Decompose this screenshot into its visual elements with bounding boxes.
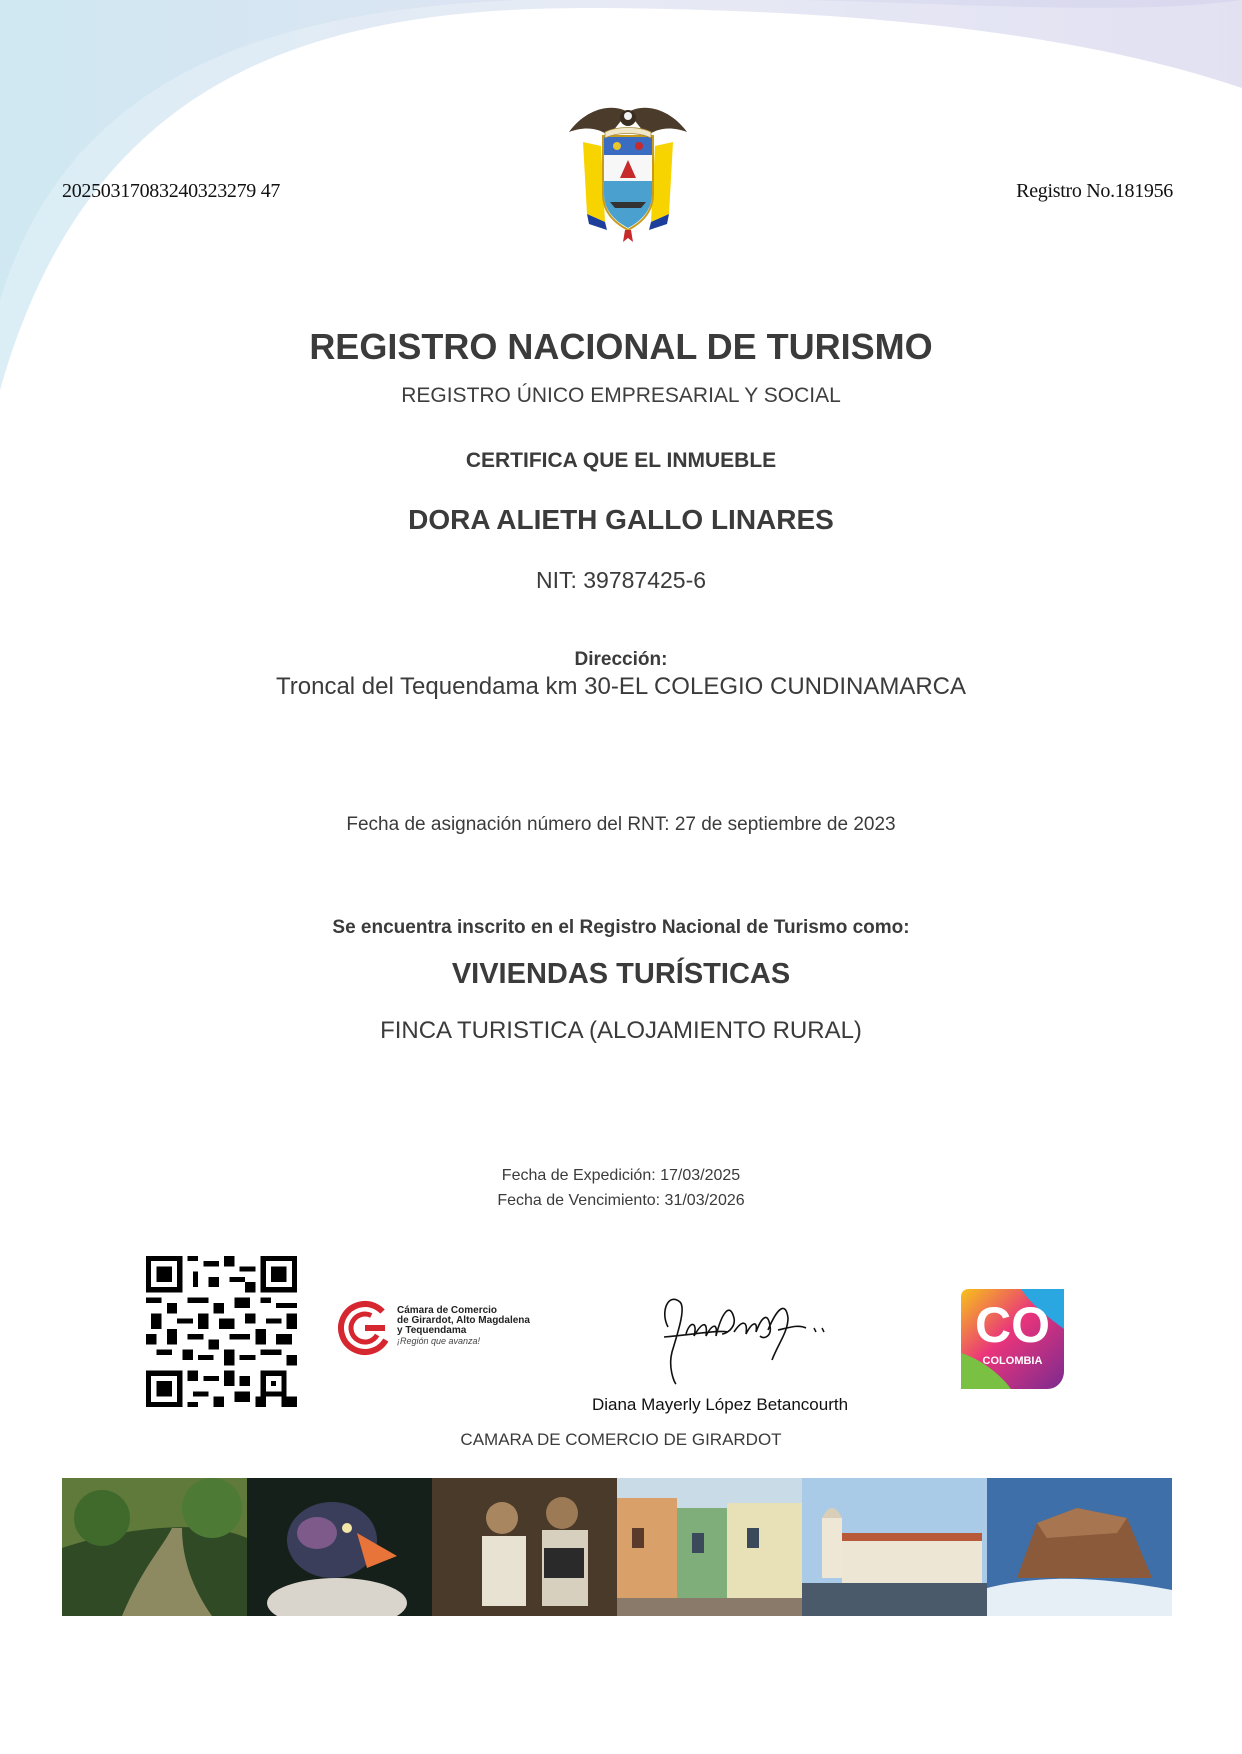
nit-number: NIT: 39787425-6 <box>535 567 707 593</box>
camara-logo-tagline: ¡Región que avanza! <box>397 1336 481 1346</box>
camara-logo-line2: de Girardot, Alto Magdalena <box>397 1315 530 1326</box>
tourism-subcategory: FINCA TURISTICA (ALOJAMIENTO RURAL) <box>380 1017 862 1044</box>
co-logo-small-text: COLOMBIA <box>982 1355 1043 1367</box>
camara-comercio-logo <box>337 1298 567 1358</box>
signer-name: Diana Mayerly López Betancourth <box>591 1395 849 1414</box>
photo-condor-bird <box>247 1478 432 1616</box>
tourism-photo-strip <box>62 1478 1172 1616</box>
tourism-category: VIVIENDAS TURÍSTICAS <box>451 958 791 990</box>
certificate-subtitle: REGISTRO ÚNICO EMPRESARIAL Y SOCIAL <box>401 384 841 407</box>
colombia-brand-logo <box>961 1289 1064 1389</box>
qr-code-icon[interactable] <box>146 1256 297 1407</box>
owner-name: DORA ALIETH GALLO LINARES <box>408 504 834 535</box>
inscrito-statement: Se encuentra inscrito en el Registro Nacional de Turismo como: <box>332 917 910 938</box>
expedition-date: Fecha de Expedición: 17/03/2025 <box>501 1167 741 1184</box>
photo-colonial-church <box>802 1478 987 1616</box>
direccion-value: Troncal del Tequendama km 30-EL COLEGIO CUNDINAMARCA <box>275 673 967 700</box>
certifica-heading: CERTIFICA QUE EL INMUEBLE <box>465 449 777 472</box>
colombia-coat-of-arms-icon <box>565 102 691 242</box>
camara-logo-line1: Cámara de Comercio <box>397 1305 498 1316</box>
camara-comercio-logo-icon <box>337 1300 393 1356</box>
rnt-assignment-date: Fecha de asignación número del RNT: 27 de septiembre de 2023 <box>346 814 896 835</box>
photo-rock-formation <box>987 1478 1172 1616</box>
issuing-organization: CAMARA DE COMERCIO DE GIRARDOT <box>460 1430 782 1449</box>
certificate-title: REGISTRO NACIONAL DE TURISMO <box>309 326 933 367</box>
photo-jungle-path <box>62 1478 247 1616</box>
camara-logo-line3: y Tequendama <box>397 1325 467 1336</box>
certificate-serial-number: 20250317083240323279 47 <box>62 180 281 202</box>
handwritten-signature <box>638 1272 838 1392</box>
registro-number: Registro No.181956 <box>1016 180 1173 202</box>
co-logo-big-text: CO <box>975 1297 1050 1353</box>
photo-accordion-musicians <box>432 1478 617 1616</box>
expiration-date: Fecha de Vencimiento: 31/03/2026 <box>497 1192 745 1209</box>
direccion-label: Dirección: <box>574 649 668 670</box>
photo-colonial-street <box>617 1478 802 1616</box>
